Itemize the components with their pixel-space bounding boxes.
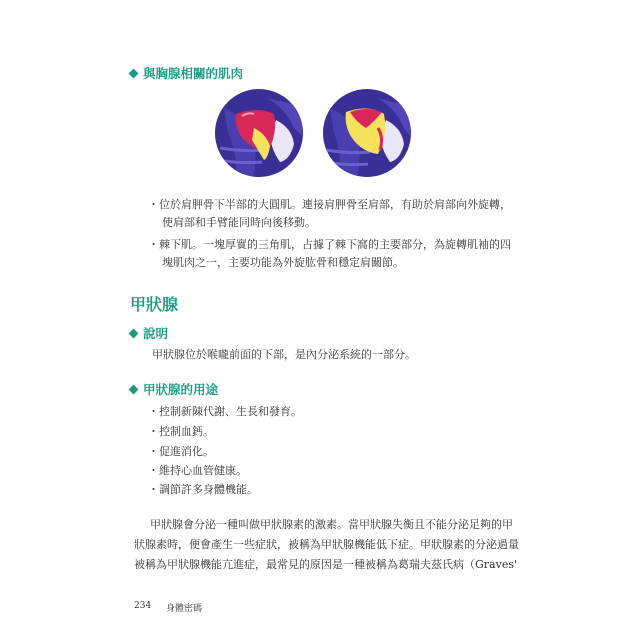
muscle-bullet-2-line-1: ・棘下肌。一塊厚實的三角肌，占據了棘下窩的主要部分，為旋轉肌袖的四 <box>148 238 511 251</box>
description-text: 甲狀腺位於喉嚨前面的下部，是內分泌系統的一部分。 <box>152 348 416 361</box>
use-item: ・維持心血管健康。 <box>148 464 247 477</box>
use-item: ・促進消化。 <box>148 445 214 458</box>
muscle-bullet-2-line-2: 塊肌肉之一，主要功能為外旋肱骨和穩定肩關節。 <box>162 256 404 269</box>
diamond-icon <box>129 385 139 395</box>
teres-major-illustration <box>214 88 304 178</box>
diamond-icon <box>129 329 139 339</box>
heading-uses <box>130 380 218 398</box>
section-title: 甲狀腺 <box>130 295 179 314</box>
page-number: 234 <box>134 601 152 611</box>
infraspinatus-illustration <box>322 88 412 178</box>
use-item: ・控制血鈣。 <box>148 425 214 438</box>
paragraph-line-3: 被稱為甲狀腺機能亢進症，最常見的原因是一種被稱為葛瑞夫茲氏病（Graves' <box>134 558 517 571</box>
use-item: ・調節許多身體機能。 <box>148 483 258 496</box>
diamond-icon <box>129 69 139 79</box>
heading-muscles-text: 與胸腺相關的肌肉 <box>143 66 244 81</box>
paragraph-line-2: 狀腺素時，便會產生一些症狀，被稱為甲狀腺機能低下症。甲狀腺素的分泌過量 <box>134 538 519 551</box>
muscle-bullet-1-line-2: 使肩部和手臂能同時向後移動。 <box>162 216 316 229</box>
heading-uses-text: 甲狀腺的用途 <box>143 382 219 397</box>
heading-description <box>130 324 168 342</box>
paragraph-line-1: 甲狀腺會分泌一種叫做甲狀腺素的激素。當甲狀腺失衡且不能分泌足夠的甲 <box>150 518 513 531</box>
heading-muscles <box>130 64 243 82</box>
book-title: 身體密碼 <box>166 604 203 614</box>
heading-description-text: 說明 <box>143 326 169 341</box>
use-item: ・控制新陳代謝、生長和發育。 <box>148 405 302 418</box>
muscle-bullet-1-line-1: ・位於肩胛骨下半部的大圓肌。連接肩胛骨至肩部，有助於肩部向外旋轉， <box>148 198 511 211</box>
